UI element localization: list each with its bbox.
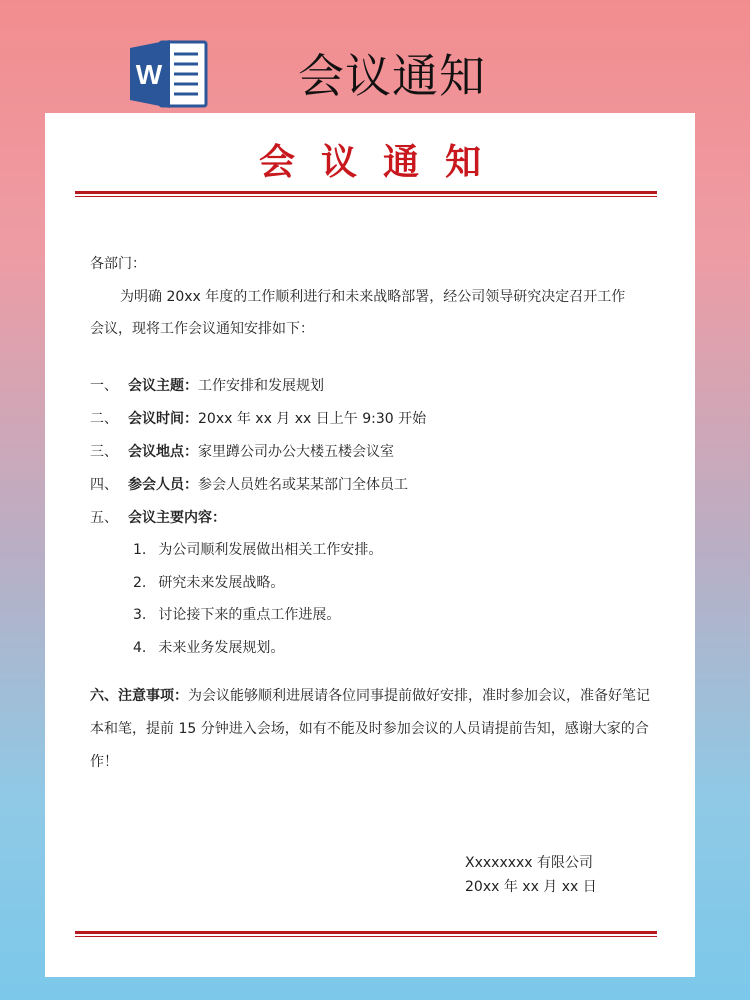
sub-item-number: 4. bbox=[133, 640, 147, 656]
list-item bbox=[90, 508, 226, 528]
sub-list-item bbox=[133, 540, 382, 560]
sub-item-text: 研究未来发展战略。 bbox=[158, 575, 285, 591]
sub-list-item bbox=[133, 573, 284, 593]
document-title: 会议通知 bbox=[258, 141, 507, 183]
sub-list-item bbox=[133, 638, 284, 658]
item-value: 家里蹲公司办公大楼五楼会议室 bbox=[198, 444, 394, 460]
sub-item-number: 3. bbox=[133, 607, 147, 623]
document-page bbox=[45, 113, 695, 977]
title-divider bbox=[75, 191, 657, 197]
word-app-icon bbox=[130, 38, 210, 110]
word-icon-letter: W bbox=[135, 59, 163, 90]
item-value: 20xx 年 xx 月 xx 日上午 9:30 开始 bbox=[198, 411, 427, 427]
signature-date: 20xx 年 xx 月 xx 日 bbox=[465, 879, 597, 895]
salutation: 各部门： bbox=[90, 256, 146, 272]
item-label: 会议主题： bbox=[128, 378, 198, 394]
item-number: 四、 bbox=[90, 477, 118, 493]
intro-line-1: 为明确 20xx 年度的工作顺利进行和未来战略部署，经公司领导研究决定召开工作 bbox=[120, 289, 626, 305]
item-number: 三、 bbox=[90, 444, 118, 460]
item-label: 会议地点： bbox=[128, 444, 198, 460]
item-value: 参会人员姓名或某某部门全体员工 bbox=[198, 477, 408, 493]
list-item bbox=[90, 442, 394, 462]
company-signature: Xxxxxxxx 有限公司 bbox=[465, 855, 594, 871]
notice-label: 六、注意事项： bbox=[90, 688, 188, 704]
header-title: 会议通知 bbox=[298, 49, 486, 103]
item-value: 工作安排和发展规划 bbox=[198, 378, 324, 394]
list-item bbox=[90, 409, 426, 429]
item-label: 参会人员： bbox=[128, 477, 198, 493]
sub-item-number: 2. bbox=[133, 575, 147, 591]
item-label: 会议主要内容： bbox=[128, 510, 226, 526]
intro-line-2: 会议，现将工作会议通知安排如下： bbox=[90, 321, 314, 337]
sub-list-item bbox=[133, 605, 340, 625]
item-number: 一、 bbox=[90, 378, 118, 394]
footer-divider bbox=[75, 931, 657, 937]
sub-item-text: 讨论接下来的重点工作进展。 bbox=[158, 607, 341, 623]
item-number: 五、 bbox=[90, 510, 118, 526]
item-label: 会议时间： bbox=[128, 411, 198, 427]
notice-text: 为会议能够顺利进展请各位同事提前做好安排，准时参加会议，准备好笔记本和笔，提前 15 分钟进入会场，如有不能及时参加会议的人员请提前告知，感谢大家的合作！ bbox=[90, 688, 650, 770]
list-item bbox=[90, 376, 324, 396]
list-item bbox=[90, 475, 408, 495]
item-number: 二、 bbox=[90, 411, 118, 427]
notice-paragraph bbox=[90, 680, 660, 779]
sub-item-text: 未来业务发展规划。 bbox=[158, 640, 285, 656]
sub-item-number: 1. bbox=[133, 542, 147, 558]
sub-item-text: 为公司顺利发展做出相关工作安排。 bbox=[158, 542, 383, 558]
header-banner bbox=[0, 0, 750, 112]
